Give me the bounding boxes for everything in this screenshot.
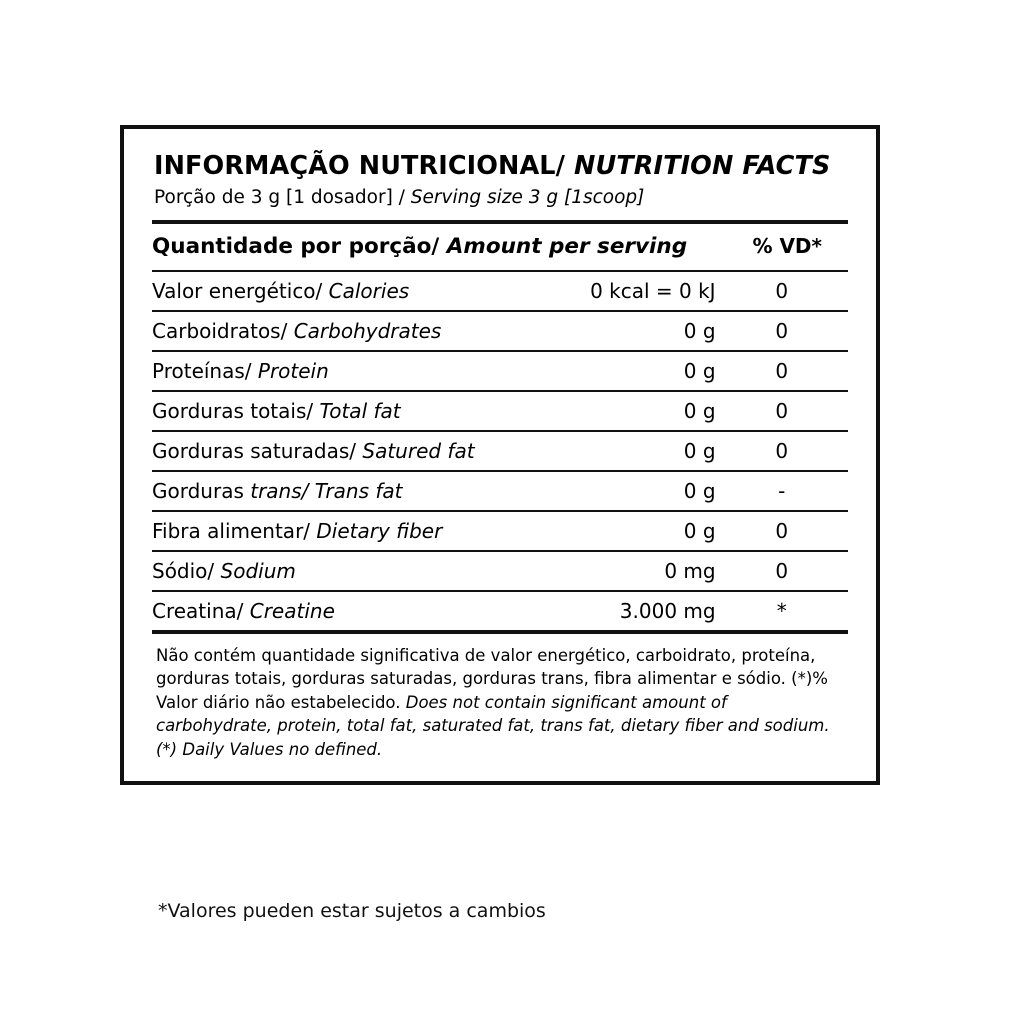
row-amount: 0 g <box>534 471 715 511</box>
footnote-text <box>152 634 848 761</box>
row-label-pt: Gorduras totais/ <box>152 399 314 423</box>
table-header-row <box>152 224 848 271</box>
row-dv: 0 <box>716 551 848 591</box>
row-amount: 0 mg <box>534 551 715 591</box>
header-amount-en: Amount per serving <box>439 234 688 259</box>
row-label-pt: Proteínas/ <box>152 359 252 383</box>
footnote-en: Does not contain significant amount of carbohydrate, protein, total fat, saturated fat, trans fat, dietary fiber and sodium. (*) Daily Values no defined. <box>156 692 830 759</box>
row-amount: 3.000 mg <box>619 599 716 623</box>
row-dv: 0 <box>716 351 848 391</box>
row-label <box>152 471 534 511</box>
row-label-en: Carbohydrates <box>287 319 442 343</box>
nutrition-table <box>152 224 848 630</box>
row-dv: - <box>716 471 848 511</box>
row-amount: 0 g <box>534 311 715 351</box>
serving-pt: Porção de 3 g [1 dosador] / <box>154 187 405 208</box>
table-row <box>152 391 848 431</box>
row-label-en: Sodium <box>214 559 296 583</box>
serving-en: Serving size 3 g [1scoop] <box>404 187 645 208</box>
row-label-pt: Carboidratos/ <box>152 319 288 343</box>
row-label-pt: Sódio/ <box>152 559 215 583</box>
row-label-en: Creatine <box>243 599 335 623</box>
table-row <box>152 551 848 591</box>
title-en: NUTRITION FACTS <box>565 151 831 181</box>
row-dv: * <box>776 599 787 623</box>
row-label-en: trans/ Trans fat <box>250 479 403 503</box>
nutrition-facts-panel <box>120 125 880 785</box>
row-label <box>152 591 534 630</box>
header-amount-pt: Quantidade por porção/ <box>152 234 440 259</box>
row-dv: 0 <box>716 511 848 551</box>
nutrition-facts-title <box>154 151 848 181</box>
row-label-pt: Gorduras <box>152 479 251 503</box>
row-label-en: Protein <box>251 359 329 383</box>
row-label <box>152 311 534 351</box>
row-label-en: Dietary fiber <box>310 519 443 543</box>
row-label-pt: Valor energético/ <box>152 279 323 303</box>
row-label <box>152 391 534 431</box>
row-dv: 0 <box>716 311 848 351</box>
table-row <box>152 591 848 630</box>
serving-size-line <box>154 187 848 208</box>
table-row <box>152 511 848 551</box>
table-row <box>152 431 848 471</box>
row-amount: 0 g <box>534 391 715 431</box>
row-label <box>152 551 534 591</box>
row-label-en: Satured fat <box>356 439 475 463</box>
table-row <box>152 311 848 351</box>
table-row <box>152 351 848 391</box>
row-label-pt: Creatina/ <box>152 599 244 623</box>
row-dv: 0 <box>716 431 848 471</box>
row-amount: 0 g <box>534 431 715 471</box>
row-label <box>152 271 534 311</box>
row-label-en: Calories <box>322 279 410 303</box>
row-label-pt: Gorduras saturadas/ <box>152 439 357 463</box>
row-label-en: Total fat <box>313 399 401 423</box>
row-amount: 0 kcal = 0 kJ <box>534 271 715 311</box>
header-amount-cell <box>152 224 688 271</box>
row-label <box>152 351 534 391</box>
row-amount: 0 g <box>534 351 715 391</box>
row-label <box>152 511 534 551</box>
title-pt: INFORMAÇÃO NUTRICIONAL/ <box>154 151 566 181</box>
table-row <box>152 471 848 511</box>
footnote-pt: Não contém quantidade significativa de valor energético, carboidrato, proteína, gorduras totais, gorduras saturadas, gorduras trans, fibra alimentar e sódio. (*)% Valor diário não estabelecido. <box>156 646 828 712</box>
header-dv-cell: % VD* <box>716 224 848 271</box>
row-dv: 0 <box>716 391 848 431</box>
row-amount: 0 g <box>534 511 715 551</box>
values-subject-to-change-note: *Valores pueden estar sujetos a cambios <box>158 900 546 922</box>
row-label-pt: Fibra alimentar/ <box>152 519 311 543</box>
row-label <box>152 431 534 471</box>
table-row <box>152 271 848 311</box>
row-dv: 0 <box>716 271 848 311</box>
